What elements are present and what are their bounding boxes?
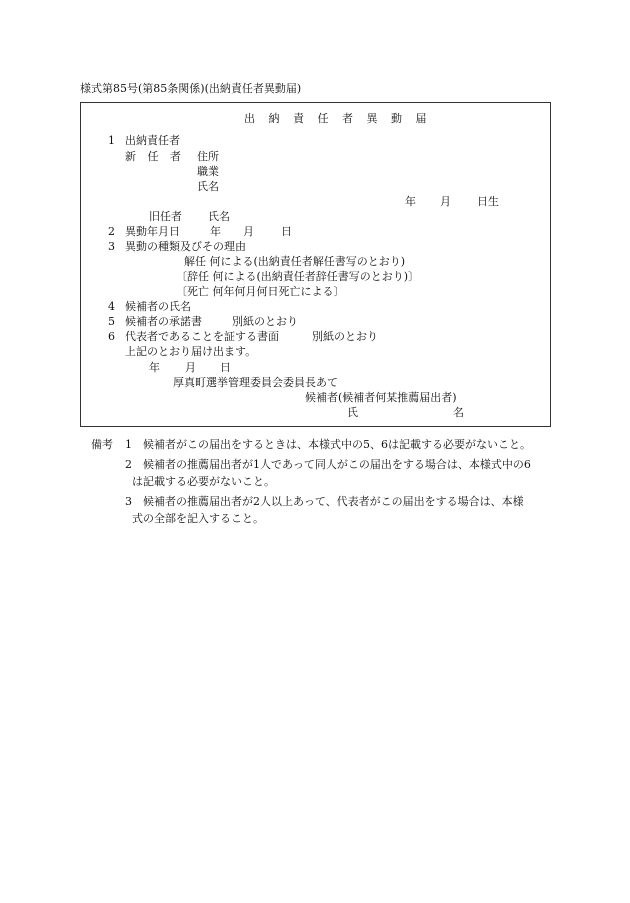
note3-text-line2: 式の全部を記入すること。: [132, 512, 264, 525]
item5-value: 別紙のとおり: [232, 315, 298, 328]
change-year-label: 年: [210, 225, 221, 238]
submission-day-label: 日: [220, 361, 231, 374]
item1-number: 1: [108, 134, 115, 147]
new-appointee-label: 新 任 者: [125, 150, 185, 163]
sign-name-first-char: 氏: [347, 406, 358, 419]
addressee: 厚真町選挙管理委員会委員長あて: [173, 376, 338, 389]
item5-label: 候補者の承諾書: [125, 315, 202, 328]
item6-label: 代表者であることを証する書面: [125, 330, 279, 343]
submission-year-label: 年: [149, 361, 160, 374]
birth-day-label: 日生: [477, 195, 499, 208]
declaration-text: 上記のとおり届け出ます。: [125, 345, 257, 358]
notes-label: 備考: [91, 438, 113, 451]
item5-number: 5: [108, 315, 115, 328]
note2-number: 2: [125, 458, 132, 471]
death-reason: 〔死亡 何年何月何日死亡による〕: [176, 285, 345, 298]
birth-month-label: 月: [440, 195, 451, 208]
item6-value: 別紙のとおり: [312, 330, 378, 343]
item2-label: 異動年月日: [125, 225, 180, 238]
form-title: 出 納 責 任 者 異 動 届: [244, 112, 432, 125]
item2-number: 2: [108, 225, 115, 238]
address-label: 住所: [197, 150, 219, 163]
note1-text: 候補者がこの届出をするときは、本様式中の5、6は記載する必要がないこと。: [143, 438, 531, 451]
old-appointee-label: 旧任者: [149, 210, 182, 223]
resignation-reason: 〔辞任 何による(出納責任者辞任書写のとおり)〕: [176, 270, 420, 283]
note2-text-line2: は記載する必要がないこと。: [132, 475, 275, 488]
item6-number: 6: [108, 330, 115, 343]
change-month-label: 月: [243, 225, 254, 238]
note3-number: 3: [125, 495, 132, 508]
old-name-label: 氏名: [208, 210, 230, 223]
occupation-label: 職業: [197, 165, 219, 178]
item4-label: 候補者の氏名: [125, 300, 191, 313]
item3-label: 異動の種類及びその理由: [125, 240, 246, 253]
item4-number: 4: [108, 300, 115, 313]
birth-year-label: 年: [405, 195, 416, 208]
sign-name-second-char: 名: [453, 406, 464, 419]
note3-text-line1: 候補者の推薦届出者が2人以上あって、代表者がこの届出をする場合は、本様: [143, 495, 524, 508]
note1-number: 1: [125, 438, 132, 451]
form-number-header: 様式第85号(第85条関係)(出納責任者異動届): [80, 82, 302, 95]
name-label: 氏名: [197, 180, 219, 193]
item3-number: 3: [108, 240, 115, 253]
note2-text-line1: 候補者の推薦届出者が1人であって同人がこの届出をする場合は、本様式中の6: [143, 458, 531, 471]
candidate-label: 候補者(候補者何某推薦届出者): [305, 391, 457, 404]
submission-month-label: 月: [185, 361, 196, 374]
dismissal-reason: 解任 何による(出納責任者解任書写のとおり): [184, 255, 406, 268]
item1-label: 出納責任者: [125, 134, 180, 147]
change-day-label: 日: [281, 225, 292, 238]
